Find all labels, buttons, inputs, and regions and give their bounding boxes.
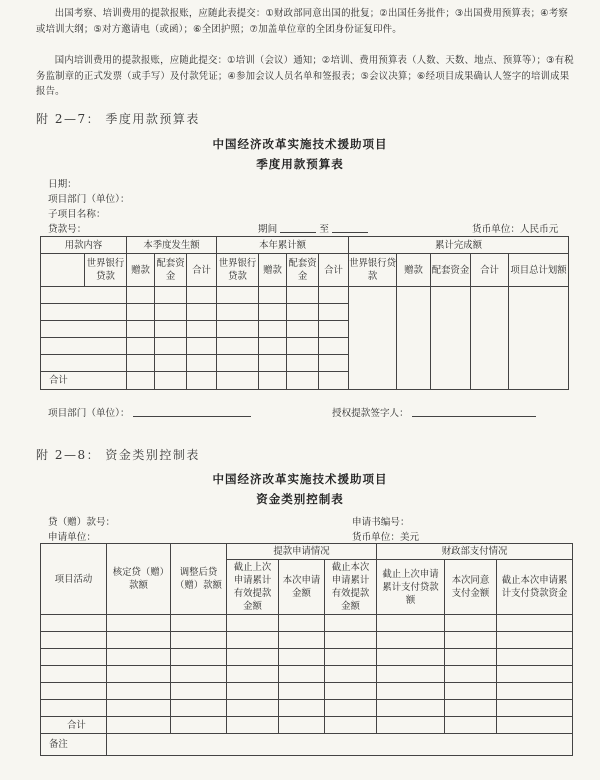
form1-header-q-grant: 赠款 [127, 254, 155, 287]
form1-header-y-total: 合计 [319, 254, 349, 287]
table-row [41, 287, 569, 304]
form1-form-title: 季度用款预算表 [256, 157, 344, 171]
form1-header-usage: 用款内容 [41, 237, 127, 254]
table-row [41, 683, 573, 700]
form1-footer-dept-blank [133, 406, 251, 417]
form1-section-title: 附 2—7： 季度用款预算表 [36, 112, 200, 126]
form2-header-adjusted: 调整后贷（赠）款额 [171, 544, 227, 615]
form1-period-to: 至 [319, 224, 329, 235]
form1-header-q-total: 合计 [187, 254, 217, 287]
form1-header-y-grant: 赠款 [259, 254, 287, 287]
form1-header-quarter: 本季度发生额 [127, 237, 217, 254]
form2-section-title: 附 2—8： 资金类别控制表 [36, 448, 200, 462]
form1-subproject-label: 子项目名称： [48, 209, 106, 220]
form1-budget-table [40, 236, 569, 390]
form1-period-start-blank [280, 222, 316, 233]
form1-date-label: 日期： [48, 179, 77, 190]
form2-remarks-field[interactable] [107, 734, 573, 756]
form2-header-this-amount: 本次申请金额 [279, 560, 325, 615]
table-row [41, 700, 573, 717]
form2-app-no-label: 申请书编号： [352, 517, 410, 528]
form1-dept-label: 项目部门（单位）： [48, 194, 130, 205]
form1-period-end-blank [332, 222, 368, 233]
form1-header-q-matching: 配套资金 [155, 254, 187, 287]
table-row [41, 649, 573, 666]
intro-paragraph-2: 国内培训费用的提款报账，应随此提交：①培训（会议）通知；②培训、费用预算表（人数、天数、地点、预算等）；③有税务监制章的正式发票（或手写）及付款凭证；④参加会议人员名单和签报表；⑤会议决算；⑥经项目成果确认人签字的培训成果报告。 [36, 55, 574, 97]
form2-header-activity: 项目活动 [41, 544, 107, 615]
table-row [41, 666, 573, 683]
form1-header-blank [41, 254, 85, 287]
form1-header-y-wb: 世界银行贷款 [217, 254, 259, 287]
form2-loan-label: 贷（赠）款号： [48, 517, 116, 528]
form2-form-title: 资金类别控制表 [256, 492, 344, 506]
table-row [41, 615, 573, 632]
form2-header-mof-group: 财政部支付情况 [377, 544, 573, 560]
form1-header-c-matching: 配套资金 [431, 254, 471, 287]
form1-header-row-1 [41, 237, 569, 254]
form2-header-row-1 [41, 544, 573, 560]
form1-footer-dept [48, 405, 251, 419]
form1-period [258, 221, 368, 235]
table-row [41, 632, 573, 649]
form2-header-mof-cum: 截止本次申请累计支付贷款资金 [497, 560, 573, 615]
form2-header-prev-cum: 截止上次申请累计有效提款金额 [227, 560, 279, 615]
form1-footer-signer-blank [412, 406, 536, 417]
form1-header-c-total: 合计 [471, 254, 509, 287]
form2-currency-label: 货币单位：美元 [352, 532, 420, 543]
form1-header-q-wb: 世界银行贷款 [85, 254, 127, 287]
form1-header-c-wb: 世界银行贷款 [349, 254, 397, 287]
form1-header-project-plan: 项目总计划额 [509, 254, 569, 287]
form1-footer-dept-label: 项目部门（单位）： [48, 408, 130, 419]
form2-project-title: 中国经济改革实施技术援助项目 [212, 472, 388, 486]
form1-header-year: 本年累计额 [217, 237, 349, 254]
form2-header-withdrawal-group: 提款申请情况 [227, 544, 377, 560]
form2-control-table [40, 543, 573, 756]
form1-header-cumulative: 累计完成额 [349, 237, 569, 254]
form1-loan-no-label: 贷款号： [48, 224, 87, 235]
form1-header-y-matching: 配套资金 [287, 254, 319, 287]
form1-project-title: 中国经济改革实施技术援助项目 [212, 137, 388, 151]
form1-header-c-grant: 赠款 [397, 254, 431, 287]
form2-header-this-cum: 截止本次申请累计有效提款金额 [325, 560, 377, 615]
form1-footer-signer-label: 授权提款签字人： [332, 408, 409, 419]
form2-header-mof-this: 本次同意支付金额 [445, 560, 497, 615]
form1-period-label: 期间 [258, 224, 278, 235]
form1-header-row-2 [41, 254, 569, 287]
form2-applicant-label: 申请单位： [48, 532, 96, 543]
form2-header-mof-prev: 截止上次申请累计支付贷款额 [377, 560, 445, 615]
form2-total-row [41, 717, 573, 734]
form1-footer-signer [332, 405, 536, 419]
form1-currency-label: 货币单位：人民币元 [472, 224, 559, 235]
form1-total-label: 合计 [41, 372, 127, 390]
form2-header-approved: 核定贷（赠）款额 [107, 544, 171, 615]
form2-remarks-row [41, 734, 573, 756]
form2-total-label: 合计 [41, 717, 107, 734]
form2-remarks-label: 备注 [41, 734, 107, 756]
intro-paragraph-1: 出国考察、培训费用的提款报账，应随此表提交：①财政部同意出国的批复；②出国任务批件；③出国费用预算表；④考察或培训大纲；⑤对方邀请电（或函）；⑥全团护照；⑦加盖单位章的全团身份证复印件。 [36, 8, 568, 35]
